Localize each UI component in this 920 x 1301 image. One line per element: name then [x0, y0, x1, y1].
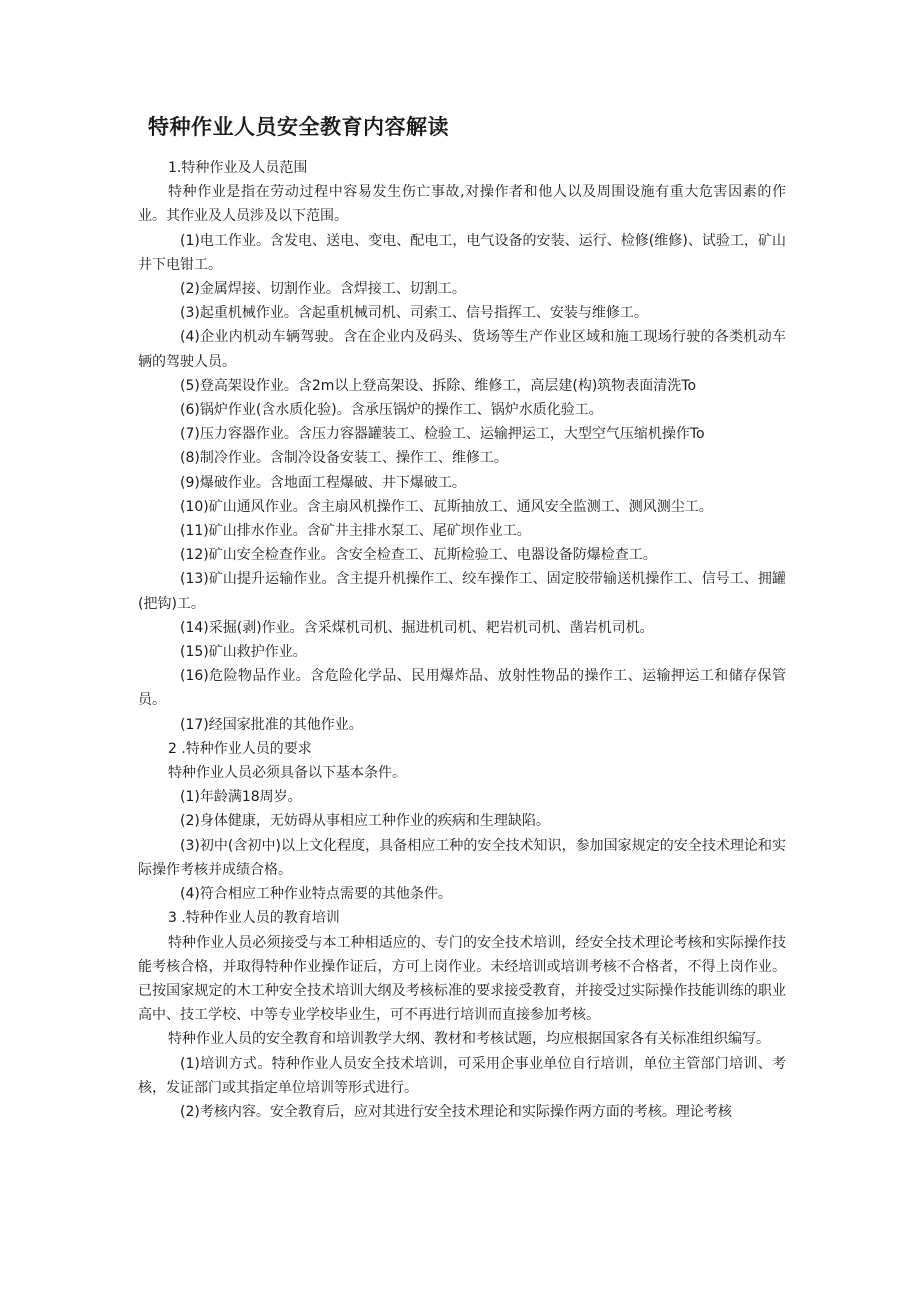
body-paragraph: 特种作业是指在劳动过程中容易发生伤亡事故,对操作者和他人以及周围设施有重大危害因素的作业。其作业及人员涉及以下范围。: [138, 184, 786, 225]
list-item: (7)压力容器作业。含压力容器罐装工、检验工、运输押运工，大型空气压缩机操作To: [180, 426, 705, 443]
list-item: (16)危险物品作业。含危险化学品、民用爆炸品、放射性物品的操作工、运输押运工和储存保管员。: [138, 668, 786, 709]
list-item: (2)金属焊接、切割作业。含焊接工、切割工。: [180, 281, 466, 298]
section-heading: 1.特种作业及人员范围: [168, 160, 308, 176]
list-item: (3)起重机械作业。含起重机械司机、司索工、信号指挥工、安装与维修工。: [180, 305, 648, 322]
list-item: (5)登高架设作业。含2m以上登高架设、拆除、维修工，高层建(构)筑物表面清洗To: [180, 377, 697, 394]
list-item: (1)培训方式。特种作业人员安全技术培训，可采用企事业单位自行培训，单位主管部门培训、考核，发证部门或其指定单位培训等形式进行。: [138, 1055, 786, 1096]
list-item: (15)矿山救护作业。: [180, 644, 307, 661]
list-item: (4)符合相应工种作业特点需要的其他条件。: [180, 886, 452, 903]
list-item: (3)初中(含初中)以上文化程度，具备相应工种的安全技术知识，参加国家规定的安全技术理论和实际操作考核并成绩合格。: [138, 837, 786, 878]
list-item: (9)爆破作业。含地面工程爆破、井下爆破工。: [180, 474, 466, 491]
list-item: (8)制冷作业。含制冷设备安装工、操作工、维修工。: [180, 450, 508, 467]
list-item: (13)矿山提升运输作业。含主提升机操作工、绞车操作工、固定胶带输送机操作工、信号工、拥罐(把钩)工。: [138, 571, 786, 612]
body-paragraph: 特种作业人员必须具备以下基本条件。: [168, 765, 406, 782]
list-item: (17)经国家批准的其他作业。: [180, 716, 363, 733]
document-title: 特种作业人员安全教育内容解读: [148, 115, 449, 139]
document-page: [138, 112, 786, 1124]
list-item: (1)年龄满18周岁。: [180, 789, 302, 806]
section-heading: 3 .特种作业人员的教育培训: [168, 910, 340, 927]
list-item: (12)矿山安全检查作业。含安全检查工、瓦斯检验工、电器设备防爆检查工。: [180, 547, 657, 564]
document-body: [138, 156, 786, 1124]
body-paragraph: 特种作业人员的安全教育和培训教学大纲、教材和考核试题，均应根据国家各有关标准组织编写。: [168, 1031, 770, 1048]
list-item: (4)企业内机动车辆驾驶。含在企业内及码头、货场等生产作业区域和施工现场行驶的各类机动车辆的驾驶人员。: [138, 329, 786, 370]
list-item: (11)矿山排水作业。含矿井主排水泵工、尾矿坝作业工。: [180, 523, 531, 540]
list-item: (2)考核内容。安全教育后，应对其进行安全技术理论和实际操作两方面的考核。理论考核: [180, 1103, 732, 1120]
list-item: (14)采掘(剥)作业。含采煤机司机、掘进机司机、耙岩机司机、凿岩机司机。: [180, 619, 654, 636]
list-item: (6)锅炉作业(含水质化验)。含承压锅炉的操作工、锅炉水质化验工。: [180, 402, 603, 419]
list-item: (1)电工作业。含发电、送电、变电、配电工，电气设备的安装、运行、检修(维修)、试验工，矿山井下电钳工。: [138, 232, 786, 273]
list-item: (2)身体健康，无妨碍从事相应工种作业的疾病和生理缺陷。: [180, 813, 550, 830]
list-item: (10)矿山通风作业。含主扇风机操作工、瓦斯抽放工、通风安全监测工、测风测尘工。: [180, 498, 713, 515]
body-paragraph: 特种作业人员必须接受与本工种相适应的、专门的安全技术培训，经安全技术理论考核和实际操作技能考核合格，并取得特种作业操作证后，方可上岗作业。未经培训或培训考核不合格者，不得上岗作业。已按国家规定的木工种安全技术培训大纲及考核标准的要求接受教育，并接受过实际操作技能训练的职业高中、技工学校、中等专业学校毕业生，可不再进行培训而直接参加考核。: [138, 934, 786, 1024]
section-heading: 2 .特种作业人员的要求: [168, 740, 312, 757]
